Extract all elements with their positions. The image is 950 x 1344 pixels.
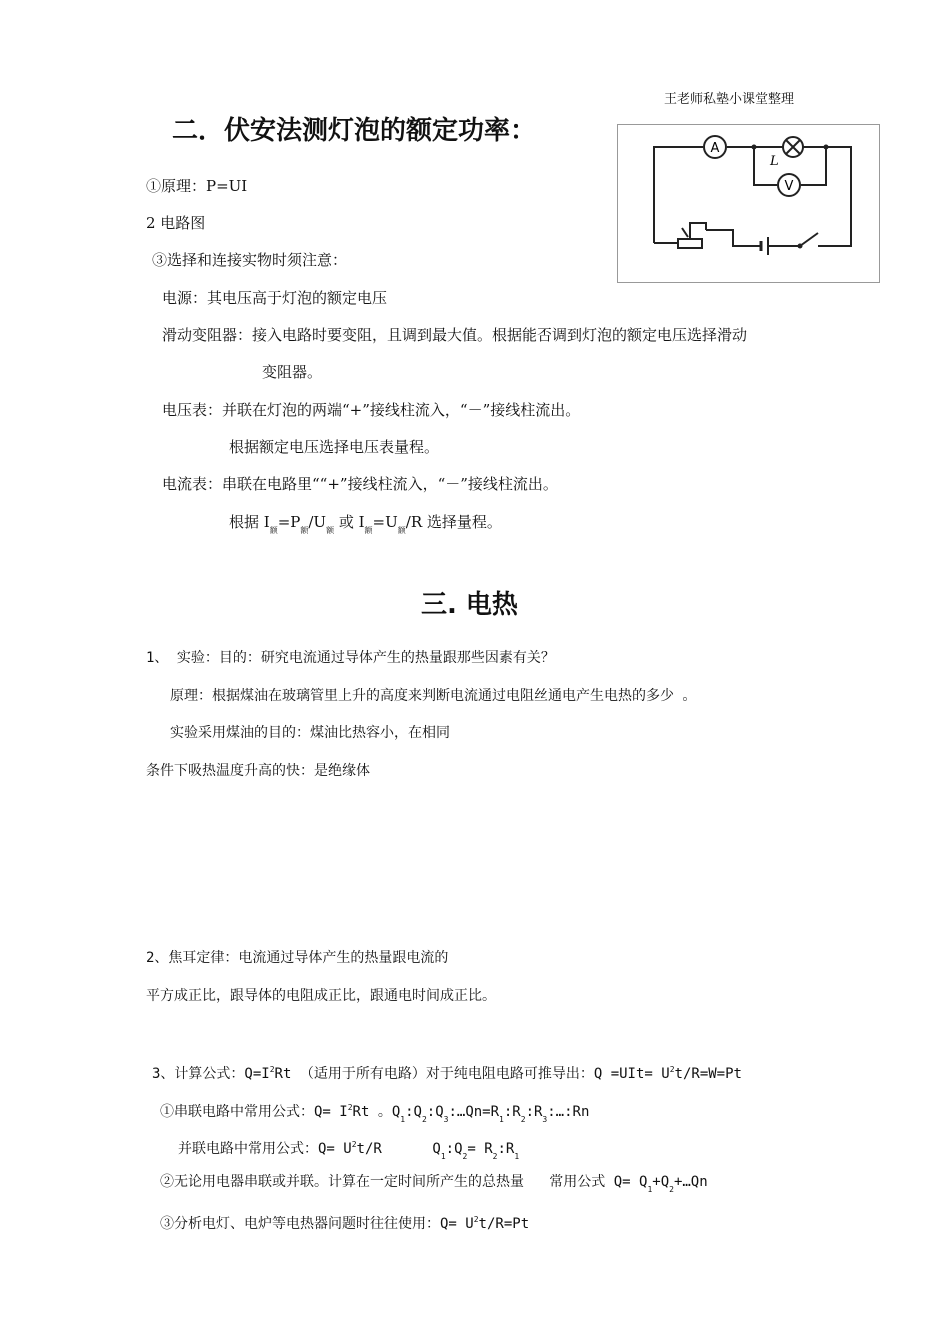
kerosene-purpose-1: 实验采用煤油的目的：煤油比热容小，在相同 [170, 725, 450, 741]
notes-title: ③选择和连接实物时须注意： [152, 251, 348, 269]
voltmeter-note-1: 电压表：并联在灯泡的两端“+”接线柱流入，“－”接线柱流出。 [162, 401, 581, 419]
header-note: 王老师私塾小课堂整理 [664, 92, 795, 107]
rheostat-note-1: 滑动变阻器：接入电路时要变阻，且调到最大值。根据能否调到灯泡的额定电压选择滑动 [162, 326, 748, 344]
section3-title: 三. 电热 [421, 590, 518, 620]
power-source-note: 电源：其电压高于灯泡的额定电压 [162, 289, 388, 307]
far-right-wire [818, 147, 851, 246]
series-formula: ①串联电路中常用公式：$Q= I^2Rt$ 。$Q_1:Q_2:Q_3:\dots Qn=R_1:R_2:R_3:\dots:Rn$ [160, 1103, 590, 1124]
bottom-wire-left [706, 230, 761, 246]
ammeter-note-1: 电流表：串联在电路里““+”接线柱流入，“－”接线柱流出。 [162, 475, 558, 493]
right-wire [801, 147, 826, 185]
joule-law-2: 平方成正比，跟导体的电阻成正比，跟通电时间成正比。 [146, 988, 496, 1004]
kerosene-purpose-2: 条件下吸热温度升高的快：是绝缘体 [146, 763, 370, 779]
rheostat-slider [690, 223, 706, 239]
total-heat-formula: ②无论用电器串联或并联。计算在一定时间所产生的总热量 常用公式 $Q= Q_1+Q_2+\dots Qn$ [160, 1174, 708, 1194]
joule-law-1: 2、焦耳定律：电流通过导体产生的热量跟电流的 [146, 950, 449, 966]
circuit-diagram [617, 124, 880, 283]
circuit-diagram-svg [618, 125, 879, 282]
heater-formula: ③分析电灯、电炉等电热器问题时往往使用：$Q= U^2t/R=Pt$ [160, 1215, 530, 1232]
experiment-principle: 原理：根据煤油在玻璃管里上升的高度来判断电流通过电阻丝通电产生电热的多少 。 [170, 688, 697, 704]
ammeter-note-2: 根据 $I_额=P_额/U_额$ 或 $I_额=U_额/R$ 选择量程。 [229, 513, 502, 535]
left-wire [654, 147, 703, 243]
switch-blade [800, 233, 818, 246]
experiment-purpose: 1、 实验：目的：研究电流通过导体产生的热量跟那些因素有关？ [146, 650, 555, 666]
circuit-diagram-label: 2 电路图 [146, 214, 206, 232]
voltmeter-note-2: 根据额定电压选择电压表量程。 [229, 438, 440, 456]
rheostat-note-2: 变阻器。 [262, 363, 323, 381]
voltmeter-symbol-label: V [784, 179, 794, 194]
ammeter-symbol-label: A [710, 141, 720, 156]
section2-title: 二．伏安法测灯泡的额定功率： [172, 116, 537, 146]
formula-line: 3、计算公式：$Q=I^2Rt$ （适用于所有电路）对于纯电阻电路可推导出：$Q =UIt= U^2t/R=W=Pt$ [152, 1065, 742, 1082]
rheostat-body [678, 239, 702, 248]
lamp-label: L [770, 154, 779, 169]
principle-line: ①原理：P=UI [146, 177, 248, 195]
parallel-formula: 并联电路中常用公式：$Q= U^2t/R$ $Q_1:Q_2=$ $R_2:R_1$ [178, 1140, 520, 1161]
